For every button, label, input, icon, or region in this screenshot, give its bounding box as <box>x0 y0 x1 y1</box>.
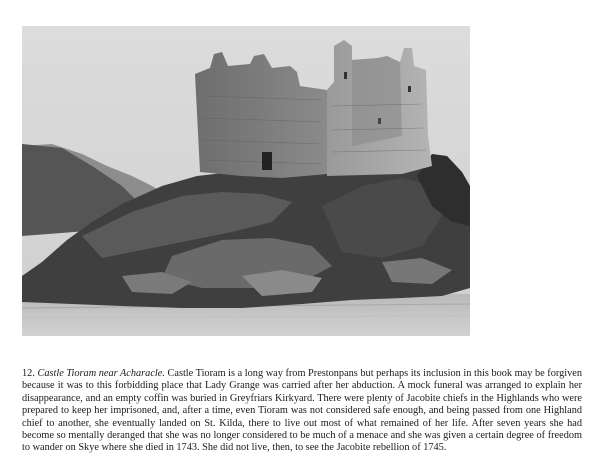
castle-doorway <box>262 152 272 170</box>
castle-photo-drawing <box>22 26 470 336</box>
figure-number: 12. <box>22 368 35 379</box>
figure-title: Castle Tioram near Acharacle. <box>37 368 165 379</box>
figure-caption-text: Castle Tioram is a long way from Prestonpans but perhaps its inclusion in this book may be forgiven because it was to this forbidding place that Lady Grange was carried after her abduction. A mock funeral was arranged to explain her disappearance, and an empty coffin was buried in Greyfriars Kirkyard. There were plenty of Jacobite chiefs in the Highlands who were prepared to keep her imprisoned, and, after a time, even Tioram was not considered safe enough, and being passed from one Highland chief to another, she eventually landed on St. Kilda, there to live out most of what remained of her life. After seven years she had become so mentally deranged that she was no longer considered to be much of a menace and she was given a certain degree of freedom to wander on Skye where she died in 1743. She did not live, then, to see the Jacobite rebellion of 1745. <box>22 368 583 454</box>
castle-photo <box>22 26 470 336</box>
figure-caption <box>22 368 582 455</box>
